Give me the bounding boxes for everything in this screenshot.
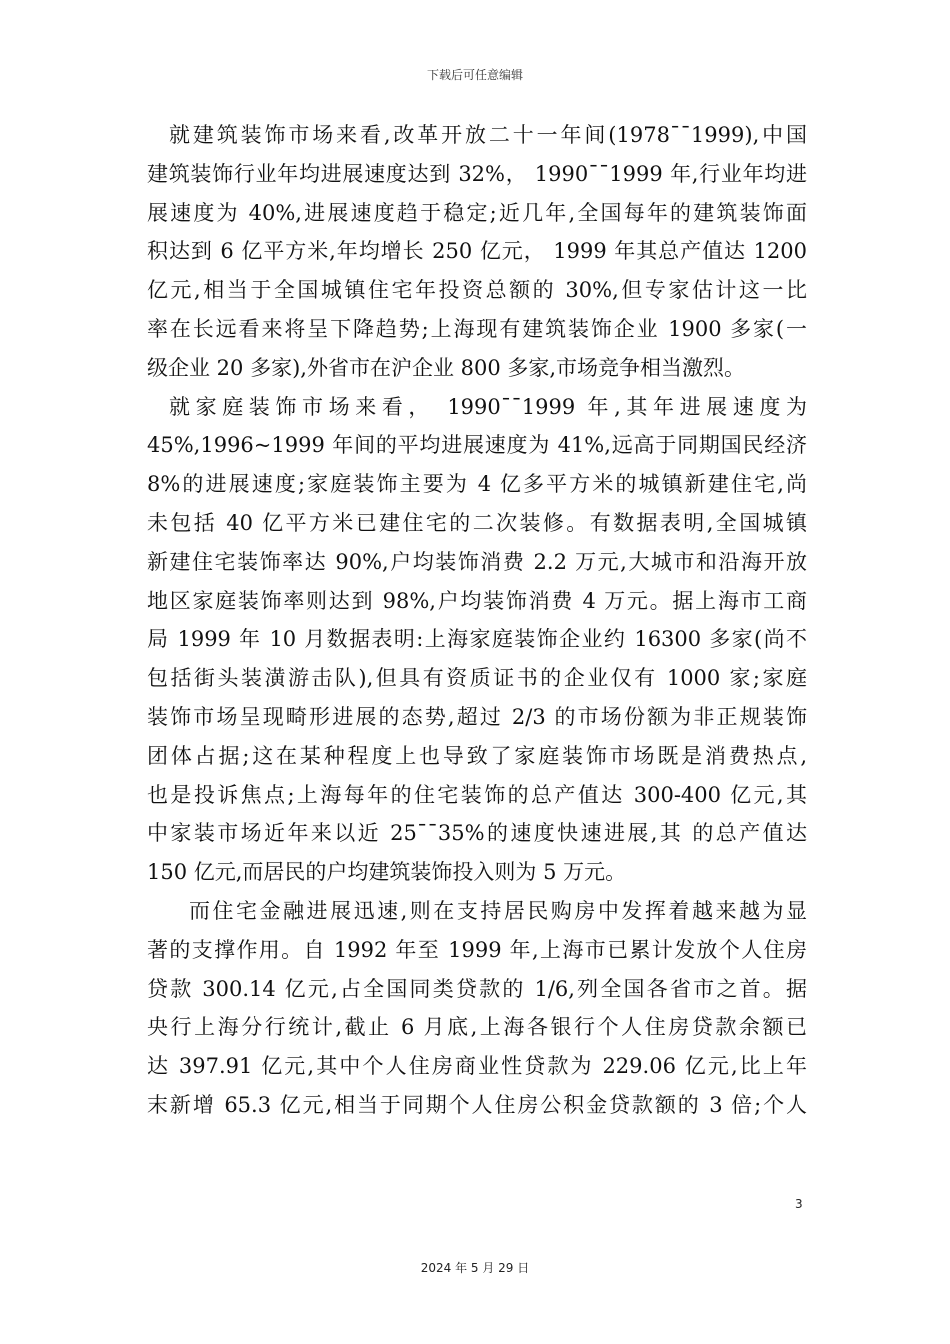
text-line: 中家装市场近年来以近 25¯¯35%的速度快速进展,其 的总产值达 bbox=[147, 821, 807, 846]
text-line: 包括街头装潢游击队),但具有资质证书的企业仅有 1000 家;家庭 bbox=[147, 666, 807, 691]
text-line: 著的支撑作用。自 1992 年至 1999 年,上海市已累计发放个人住房 bbox=[147, 937, 807, 962]
text-line: 亿元,相当于全国城镇住宅年投资总额的 30%,但专家估计这一比 bbox=[147, 278, 807, 303]
text-line: 率在长远看来将呈下降趋势;上海现有建筑装饰企业 1900 多家(一 bbox=[147, 316, 807, 341]
text-line: 未包括 40 亿平方米已建住宅的二次装修。有数据表明,全国城镇 bbox=[147, 510, 807, 535]
text-line: 贷款 300.14 亿元,占全国同类贷款的 1/6,列全国各省市之首。据 bbox=[147, 976, 807, 1001]
text-line: 8%的进展速度;家庭装饰主要为 4 亿多平方米的城镇新建住宅,尚 bbox=[147, 472, 807, 497]
text-line: 局 1999 年 10 月数据表明:上海家庭装饰企业约 16300 多家(尚不 bbox=[147, 627, 807, 652]
text-line: 展速度为 40%,进展速度趋于稳定;近几年,全国每年的建筑装饰面 bbox=[147, 200, 807, 225]
text-line: 而住宅金融进展迅速,则在支持居民购房中发挥着越来越为显 bbox=[189, 898, 807, 923]
text-line: 也是投诉焦点;上海每年的住宅装饰的总产值达 300-400 亿元,其 bbox=[147, 782, 807, 807]
text-line: 地区家庭装饰率则达到 98%,户均装饰消费 4 万元。据上海市工商 bbox=[147, 588, 807, 613]
text-line: 级企业 20 多家),外省市在沪企业 800 多家,市场竞争相当激烈。 bbox=[147, 355, 746, 380]
text-line: 末新增 65.3 亿元,相当于同期个人住房公积金贷款额的 3 倍;个人 bbox=[147, 1092, 807, 1117]
text-line: 就建筑装饰市场来看,改革开放二十一年间(1978¯¯1999),中国 bbox=[169, 123, 807, 147]
page-footer-date: 2024 年 5 月 29 日 bbox=[420, 1261, 530, 1275]
page-header: 下载后可任意编辑 bbox=[426, 68, 523, 82]
text-line: 新建住宅装饰率达 90%,户均装饰消费 2.2 万元,大城市和沿海开放 bbox=[147, 549, 807, 574]
text-line: 45%,1996~1999 年间的平均进展速度为 41%,远高于同期国民经济 bbox=[147, 433, 807, 458]
text-line: 装饰市场呈现畸形进展的态势,超过 2/3 的市场份额为非正规装饰 bbox=[147, 704, 807, 729]
page-number: 3 bbox=[795, 1197, 803, 1211]
text-line: 达 397.91 亿元,其中个人住房商业性贷款为 229.06 亿元,比上年 bbox=[147, 1054, 807, 1079]
text-line: 建筑装饰行业年均进展速度达到 32%， 1990¯¯1999 年,行业年均进 bbox=[147, 161, 807, 186]
text-line: 就家庭装饰市场来看， 1990¯¯1999 年,其年进展速度为 bbox=[169, 394, 807, 419]
text-line: 央行上海分行统计,截止 6 月底,上海各银行个人住房贷款余额已 bbox=[147, 1015, 807, 1040]
text-line: 积达到 6 亿平方米,年均增长 250 亿元， 1999 年其总产值达 1200 bbox=[147, 239, 807, 264]
document-body bbox=[147, 116, 807, 1125]
text-line: 150 亿元,而居民的户均建筑装饰投入则为 5 万元。 bbox=[147, 860, 627, 885]
text-line: 团体占据;这在某种程度上也导致了家庭装饰市场既是消费热点, bbox=[147, 743, 807, 768]
